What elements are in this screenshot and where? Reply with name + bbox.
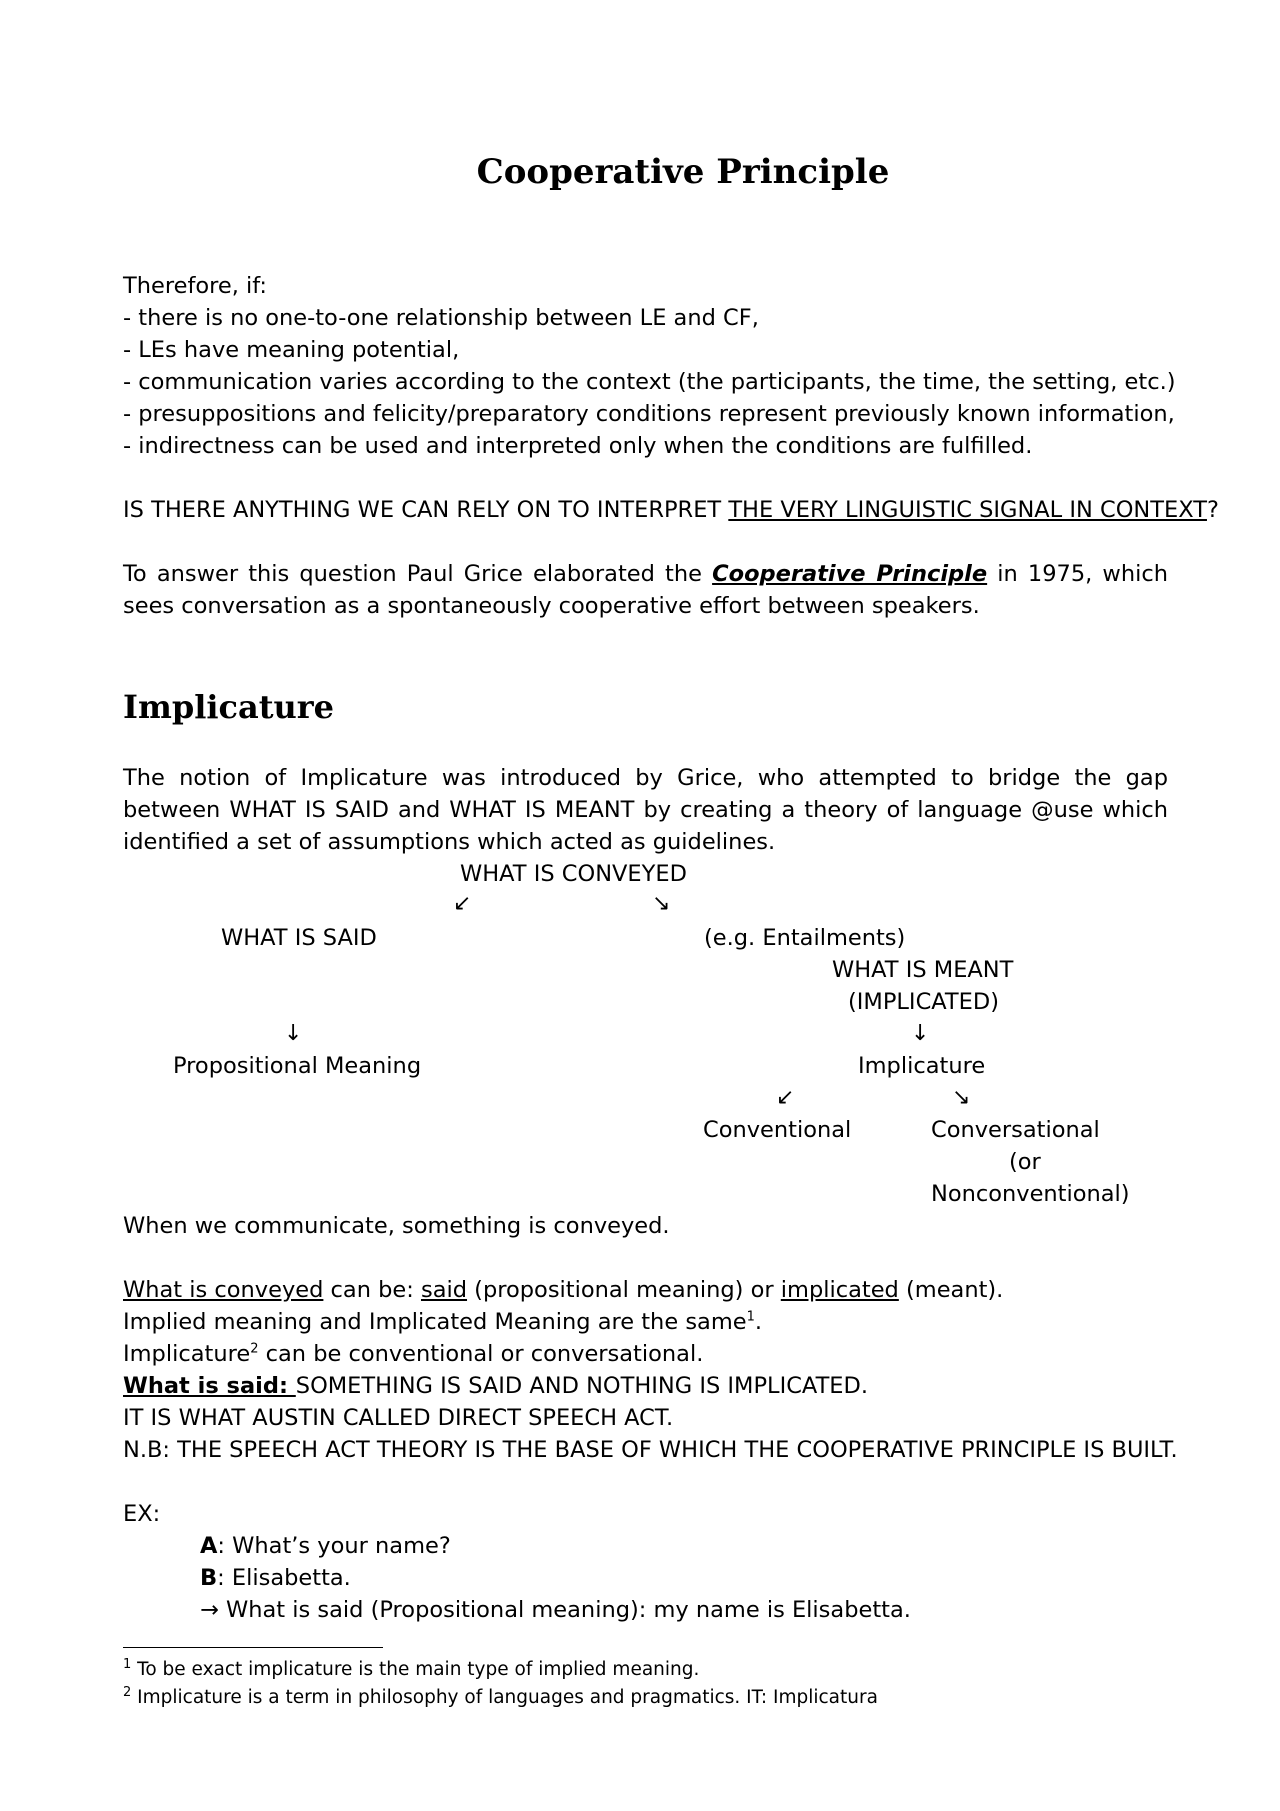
implicature-paragraph: The notion of Implicature was introduced by Grice, who attempted to bridge the gap between WHAT IS SAID and WHAT IS MEANT by creating a theory of language @use which identified a set of assumptions which acted as guidelines. [123,765,1168,855]
diagram-nonconventional: Nonconventional) [931,1181,1130,1207]
question-suffix: ? [1206,497,1219,523]
footnote-2 [123,1685,878,1711]
text-run: (meant). [898,1277,1004,1303]
implicated-term: implicated [780,1277,899,1303]
text-run: SOMETHING IS SAID AND NOTHING IS IMPLICATED. [295,1373,869,1399]
speaker-b: B [200,1565,218,1591]
diagram-conversational: Conversational [931,1117,1100,1143]
diagram-propositional: Propositional Meaning [173,1053,422,1079]
diagram-implicature: Implicature [858,1053,986,1079]
question-underlined: THE VERY LINGUISTIC SIGNAL IN CONTEXT [728,497,1207,523]
answer-prefix: To answer this question Paul Grice elaborated the [123,561,713,587]
said-label: What is said: [123,1373,296,1399]
arrow-down-icon: ↓ [911,1021,930,1046]
text-run: : Elisabetta. [217,1565,351,1591]
footnote-mark: 1 [123,1656,132,1672]
text-run: can be: [323,1277,421,1303]
intro-item: - indirectness can be used and interpreted only when the conditions are fulfilled. [123,433,1033,459]
body-conveyed-line [123,1274,1003,1306]
body-same-line [123,1306,762,1338]
diagram-conveyed: WHAT IS CONVEYED [460,861,687,887]
footnote-text: Implicature is a term in philosophy of languages and pragmatics. IT: Implicatura [131,1687,878,1708]
page-title: Cooperative Principle [476,152,890,192]
diagram-said: WHAT IS SAID [221,925,377,951]
text-run: Implicature [123,1341,251,1367]
footnote-ref[interactable]: 1 [746,1309,755,1325]
arrow-down-left-icon: ↙ [776,1085,795,1110]
footnote-separator [123,1647,383,1648]
intro-lead: Therefore, if: [123,273,267,299]
example-label: EX: [123,1501,161,1527]
question-line [123,494,1219,526]
speaker-a: A [200,1533,218,1559]
text-run: can be conventional or conversational. [258,1341,704,1367]
arrow-down-icon: ↓ [284,1021,303,1046]
body-implicature-line [123,1338,703,1370]
text-run: : What’s your name? [217,1533,451,1559]
text-run: Implied meaning and Implicated Meaning are the same [123,1309,747,1335]
diagram-entailments: (e.g. Entailments) [704,925,906,951]
cooperative-principle-term: Cooperative Principle [712,561,988,587]
implicature-heading: Implicature [123,688,334,726]
arrow-down-right-icon: ↘ [952,1085,971,1110]
diagram-conventional: Conventional [703,1117,852,1143]
diagram-or: (or [1009,1149,1041,1175]
answer-suffix: in 1975, which sees conversation as a spontaneously cooperative effort between speakers. [123,561,1168,619]
footnote-mark: 2 [123,1684,132,1700]
footnote-text: To be exact implicature is the main type of implied meaning. [131,1659,700,1680]
answer-paragraph [123,558,1168,622]
conveyed-term: What is conveyed [123,1277,324,1303]
footnote-1 [123,1657,699,1683]
text-run: (propositional meaning) or [467,1277,781,1303]
arrow-down-right-icon: ↘ [652,891,671,916]
intro-item: - presuppositions and felicity/preparatory conditions represent previously known information, [123,401,1175,427]
example-line-b [200,1562,351,1594]
body-austin-line: IT IS WHAT AUSTIN CALLED DIRECT SPEECH ACT. [123,1405,674,1431]
question-prefix: IS THERE ANYTHING WE CAN RELY ON TO INTERPRET [123,497,729,523]
diagram-meant: WHAT IS MEANT [832,957,1014,983]
arrow-down-left-icon: ↙ [453,891,472,916]
said-term: said [420,1277,468,1303]
example-result: → What is said (Propositional meaning): my name is Elisabetta. [200,1597,911,1623]
intro-item: - there is no one-to-one relationship between LE and CF, [123,305,759,331]
example-line-a [200,1530,451,1562]
body-said-line [123,1370,868,1402]
diagram-implicated: (IMPLICATED) [848,989,999,1015]
body-nb-line: N.B: THE SPEECH ACT THEORY IS THE BASE OF WHICH THE COOPERATIVE PRINCIPLE IS BUILT. [123,1437,1178,1463]
body-communicate: When we communicate, something is conveyed. [123,1213,670,1239]
footnote-ref[interactable]: 2 [250,1341,259,1357]
intro-item: - LEs have meaning potential, [123,337,460,363]
intro-item: - communication varies according to the context (the participants, the time, the setting, etc.) [123,369,1176,395]
text-run: . [754,1309,763,1335]
